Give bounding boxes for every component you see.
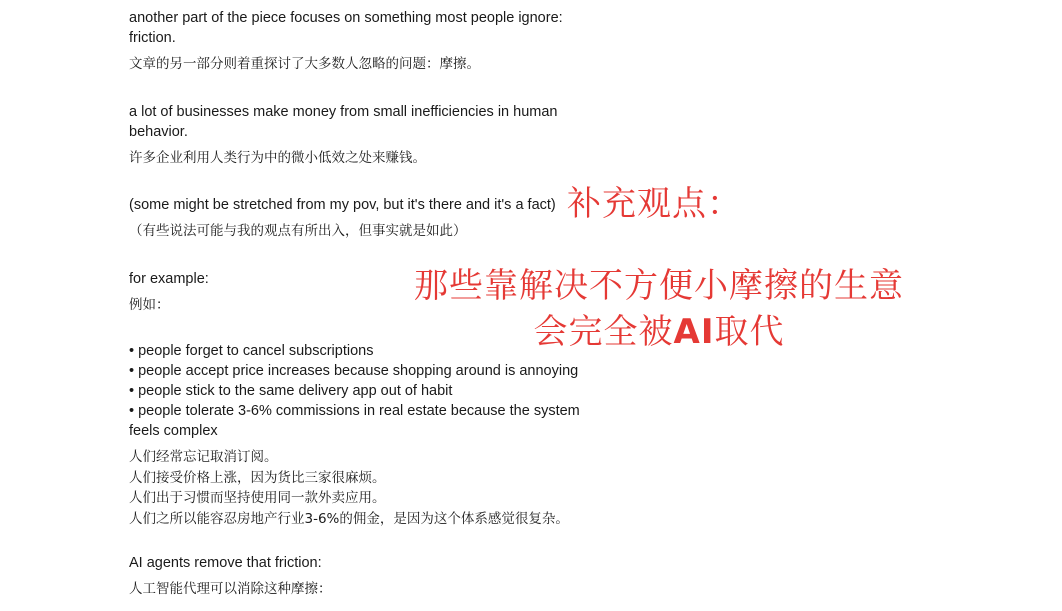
paragraph-zh: （有些说法可能与我的观点有所出入，但事实就是如此） xyxy=(129,223,467,239)
paragraph-inefficiencies xyxy=(129,102,599,168)
annotation-body xyxy=(404,263,914,355)
paragraph-pov xyxy=(129,195,599,241)
annotation-line-2-post: 取代 xyxy=(714,312,785,352)
annotation-ai-term: AI xyxy=(673,312,715,352)
list-item: • people tolerate 3-6% commissions in real estate because the system feels complex xyxy=(129,401,599,441)
examples-section xyxy=(129,341,599,529)
annotation-heading: 补充观点： xyxy=(567,184,742,224)
list-item: • people forget to cancel subscriptions xyxy=(129,341,599,361)
annotation-line-2 xyxy=(404,309,914,355)
paragraph-en: another part of the piece focuses on something most people ignore: friction. xyxy=(129,10,563,46)
annotation-line-2-pre: 会完全被 xyxy=(533,312,674,352)
paragraph-en: for example: xyxy=(129,271,209,287)
list-item-zh: 人们之所以能容忍房地产行业3-6%的佣金，是因为这个体系感觉很复杂。 xyxy=(129,510,569,527)
list-item-zh: 人们经常忘记取消订阅。 xyxy=(129,449,278,465)
list-item-zh: 人们接受价格上涨，因为货比三家很麻烦。 xyxy=(129,469,386,486)
paragraph-en: AI agents remove that friction: xyxy=(129,555,322,571)
list-item: • people accept price increases because shopping around is annoying xyxy=(129,361,599,381)
paragraph-zh: 文章的另一部分则着重探讨了大多数人忽略的问题：摩擦。 xyxy=(129,56,480,72)
annotation-line-1: 那些靠解决不方便小摩擦的生意 xyxy=(414,266,904,306)
list-item-zh: 人们出于习惯而坚持使用同一款外卖应用。 xyxy=(129,490,386,506)
paragraph-ai-agents xyxy=(129,553,599,599)
paragraph-en: a lot of businesses make money from small inefficiencies in human behavior. xyxy=(129,104,558,140)
bullet-list-en xyxy=(129,341,599,441)
translation-lines-zh xyxy=(129,447,599,529)
paragraph-en: (some might be stretched from my pov, but it's there and it's a fact) xyxy=(129,197,556,213)
list-item: • people stick to the same delivery app out of habit xyxy=(129,381,599,401)
paragraph-zh: 人工智能代理可以消除这种摩擦： xyxy=(129,581,332,597)
paragraph-friction xyxy=(129,8,599,74)
paragraph-zh: 例如： xyxy=(129,297,170,313)
paragraph-zh: 许多企业利用人类行为中的微小低效之处来赚钱。 xyxy=(129,150,426,166)
